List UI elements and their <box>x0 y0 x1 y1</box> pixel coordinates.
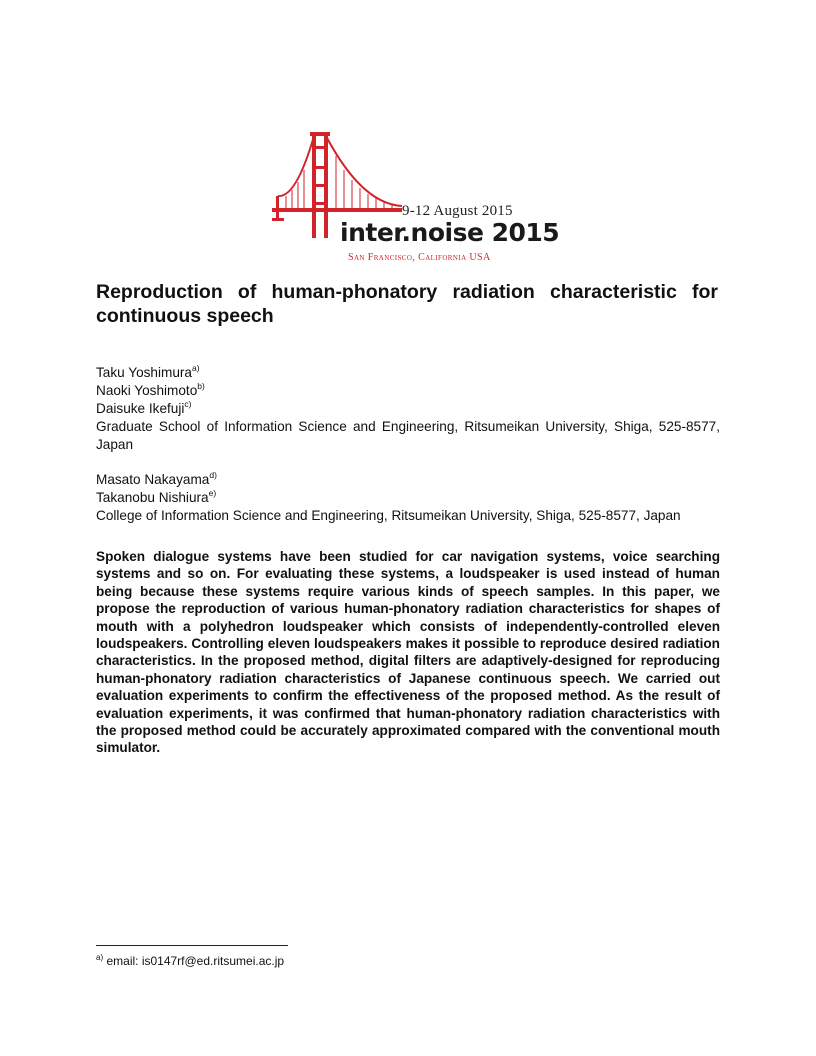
conference-name: inter.noise 2015 <box>340 218 560 247</box>
paper-title: Reproduction of human-phonatory radiation characteristic for continuous speech <box>96 281 718 327</box>
conference-dates: 9-12 August 2015 <box>402 203 513 219</box>
conference-location: San Francisco, California USA <box>348 252 491 263</box>
affiliation: College of Information Science and Engineering, Ritsumeikan University, Shiga, 525-8577, Japan <box>96 508 681 523</box>
footnote-divider <box>96 945 288 946</box>
author: Taku Yoshimura$^{a)}$ <box>96 363 200 380</box>
author: Naoki Yoshimoto$^{b)}$ <box>96 381 205 398</box>
author-block <box>96 364 720 525</box>
abstract: Spoken dialogue systems have been studied for car navigation systems, voice searching systems and so on. For evaluating these systems, a loudspeaker is used instead of human being because these systems require various kinds of speech samples. In this paper, we propose the reproduction of various human-phonatory radiation characteristics for shapes of mouth with a polyhedron loudspeaker which consists of independently-controlled eleven loudspeakers. Controlling eleven loudspeakers makes it possible to reproduce desired radiation characteristics. In the proposed method, digital filters are adaptively-designed for reproducing human-phonatory radiation characteristics of Japanese continuous speech. We carried out evaluation experiments to confirm the effectiveness of the proposed method. As the result of evaluation experiments, it was confirmed that human-phonatory radiation characteristics with the proposed method could be accurately approximated compared with the conventional mouth simulator. <box>96 549 720 756</box>
footnote: $^{a)}$ email: is0147rf@ed.ritsumei.ac.jp <box>96 953 285 968</box>
affiliation: Graduate School of Information Science and Engineering, Ritsumeikan University, Shiga, 525-8577, Japan <box>96 419 720 452</box>
author: Takanobu Nishiura$^{e)}$ <box>96 488 217 505</box>
author: Masato Nakayama$^{d)}$ <box>96 470 217 487</box>
author: Daisuke Ikefuji$^{c)}$ <box>96 399 192 416</box>
conference-logo <box>272 126 560 266</box>
